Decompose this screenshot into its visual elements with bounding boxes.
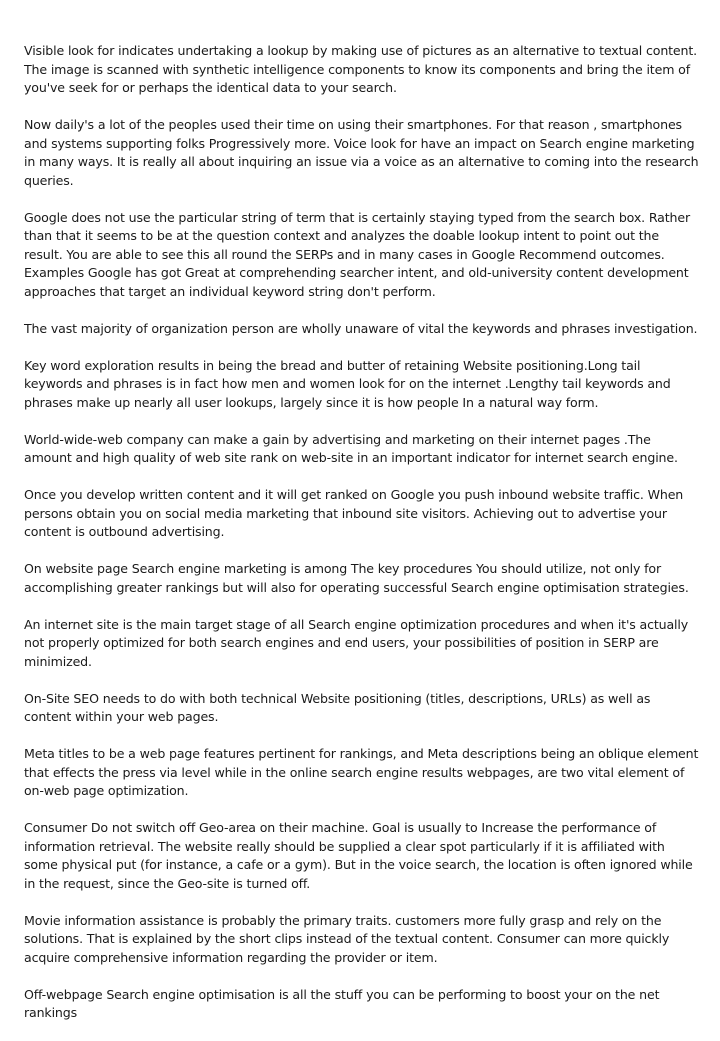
paragraph-3: Google does not use the particular string of term that is certainly staying typed from the search box. Rather than that it seems to be at the question context and analyzes the doable lookup intent to point out the result. You are able to see this all round the SERPs and in many cases in Google Recommend outcomes. Examples Google has got Great at comprehending searcher intent, and old-university content development approaches that target an individual keyword string don't perform.	[24, 209, 690, 299]
paragraph-2: Now daily's a lot of the peoples used their time on using their smartphones. For that reason , smartphones and systems supporting folks Progressively more. Voice look for have an impact on Search engine marketing in many ways. It is really all about inquiring an issue via a voice as an alternative to coming into the research queries.	[24, 117, 699, 188]
paragraph-10: On-Site SEO needs to do with both technical Website positioning (titles, descriptions, URLs) as well as content within your web pages.	[24, 690, 651, 724]
paragraph-7: Once you develop written content and it will get ranked on Google you push inbound website traffic. When persons obtain you on social media marketing that inbound site visitors. Achieving out to advertise your content is outbound advertising.	[24, 487, 684, 539]
paragraph-12: Consumer Do not switch off Geo-area on their machine. Goal is usually to Increase the performance of information retrieval. The website really should be supplied a clear spot particularly if it is affiliated with some physical put (for instance, a cafe or a gym). But in the voice search, the location is often ignored while in the request, since the Geo-site is turned off.	[24, 820, 693, 891]
document-body	[24, 42, 700, 1041]
paragraph-1: Visible look for indicates undertaking a lookup by making use of pictures as an alternative to textual content. The image is scanned with synthetic intelligence components to know its components and bring the item of you've seek for or perhaps the identical data to your search.	[24, 43, 698, 95]
paragraph-8: On website page Search engine marketing is among The key procedures You should utilize, not only for accomplishing greater rankings but will also for operating successful Search engine optimisation strategies.	[24, 561, 689, 595]
paragraph-11: Meta titles to be a web page features pertinent for rankings, and Meta descriptions being an oblique element that effects the press via level while in the online search engine results webpages, are two vital element of on-web page optimization.	[24, 746, 699, 798]
paragraph-9: An internet site is the main target stage of all Search engine optimization procedures and when it's actually not properly optimized for both search engines and end users, your possibilities of position in SERP are minimized.	[24, 616, 689, 669]
paragraph-5: Key word exploration results in being the bread and butter of retaining Website positioning.Long tail keywords and phrases is in fact how men and women look for on the internet .Lengthy tail keywords and phrases make up nearly all user lookups, largely since it is how people In a natural way form.	[24, 357, 671, 410]
paragraph-14: Off-webpage Search engine optimisation is all the stuff you can be performing to boost your on the net rankings	[24, 986, 660, 1020]
paragraph-6: World-wide-web company can make a gain by advertising and marketing on their internet pages .The amount and high quality of web site rank on web-site in an important indicator for internet search engine.	[24, 431, 678, 465]
paragraph-4: The vast majority of organization person are wholly unaware of vital the keywords and phrases investigation.	[24, 320, 698, 336]
paragraph-13: Movie information assistance is probably the primary traits. customers more fully grasp and rely on the solutions. That is explained by the short clips instead of the textual content. Consumer can more quickly acquire comprehensive information regarding the provider or item.	[24, 912, 670, 965]
